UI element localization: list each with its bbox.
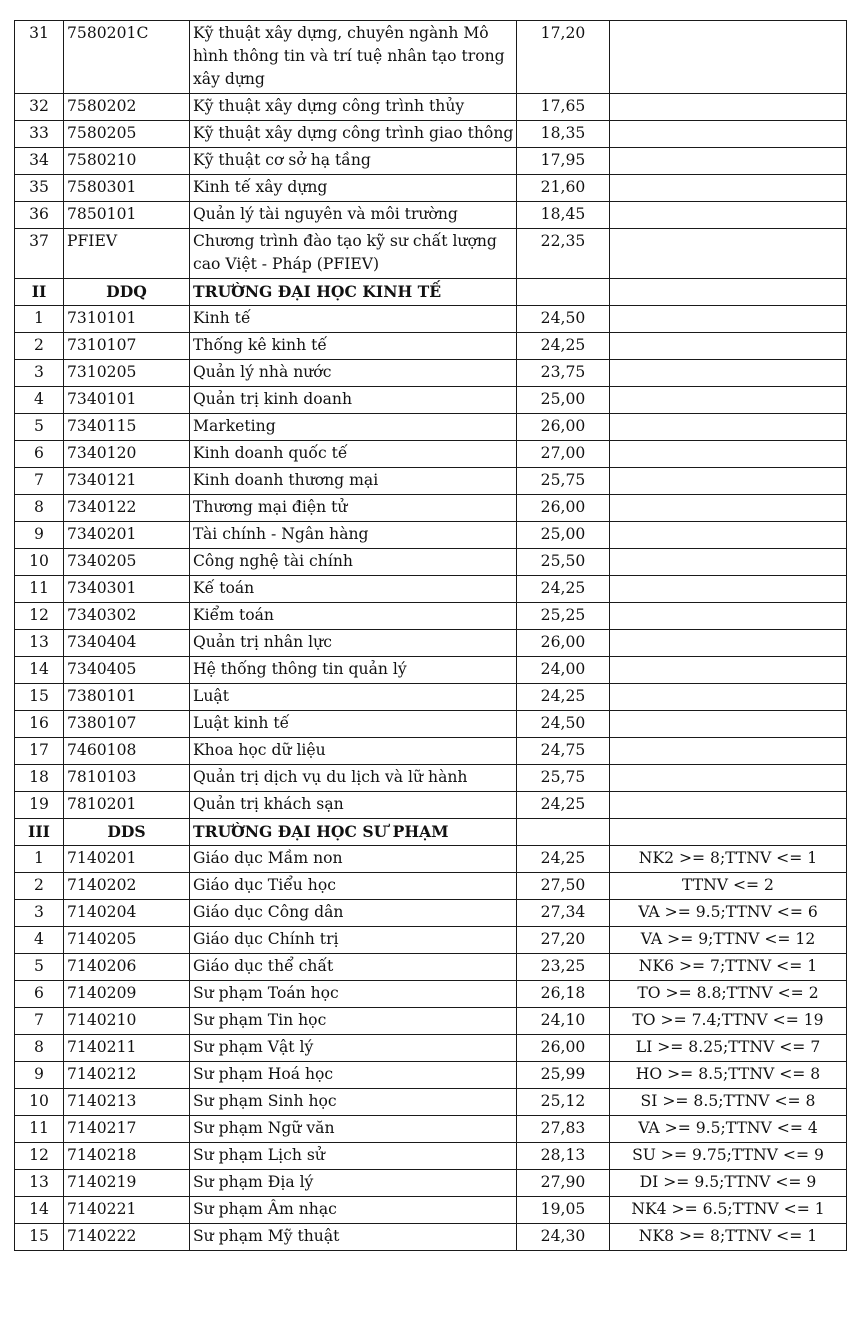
criteria-note-cell: TO >= 7.4;TTNV <= 19 — [610, 1008, 847, 1035]
criteria-note-cell — [610, 333, 847, 360]
cutoff-score-cell: 27,50 — [517, 873, 610, 900]
program-name-cell: Marketing — [190, 414, 517, 441]
cutoff-score-cell: 22,35 — [517, 229, 610, 279]
program-name-cell: Sư phạm Hoá học — [190, 1062, 517, 1089]
table-row — [15, 148, 847, 175]
table-row — [15, 1143, 847, 1170]
criteria-note-cell — [610, 21, 847, 94]
cutoff-score-cell: 19,05 — [517, 1197, 610, 1224]
criteria-note-cell — [610, 765, 847, 792]
row-number-cell: 11 — [15, 1116, 64, 1143]
cutoff-score-cell: 24,75 — [517, 738, 610, 765]
cutoff-score-cell: 24,50 — [517, 306, 610, 333]
table-row — [15, 202, 847, 229]
row-number-cell: 14 — [15, 1197, 64, 1224]
cutoff-score-cell: 27,20 — [517, 927, 610, 954]
cutoff-score-cell: 24,25 — [517, 792, 610, 819]
row-number-cell: 4 — [15, 927, 64, 954]
cutoff-score-cell: 27,00 — [517, 441, 610, 468]
cutoff-score-cell: 23,75 — [517, 360, 610, 387]
row-number-cell: 13 — [15, 1170, 64, 1197]
program-code-cell: 7580301 — [64, 175, 190, 202]
table-row — [15, 121, 847, 148]
program-code-cell: 7140219 — [64, 1170, 190, 1197]
cutoff-score-cell: 24,25 — [517, 846, 610, 873]
program-code-cell: 7340301 — [64, 576, 190, 603]
table-row — [15, 927, 847, 954]
row-number-cell: 15 — [15, 684, 64, 711]
cutoff-score-cell — [517, 819, 610, 846]
table-row — [15, 792, 847, 819]
row-number-cell: 11 — [15, 576, 64, 603]
cutoff-score-cell: 25,25 — [517, 603, 610, 630]
criteria-note-cell — [610, 94, 847, 121]
program-name-cell: Quản trị khách sạn — [190, 792, 517, 819]
table-row — [15, 306, 847, 333]
program-code-cell: 7580202 — [64, 94, 190, 121]
criteria-note-cell — [610, 603, 847, 630]
row-number-cell: 16 — [15, 711, 64, 738]
table-row — [15, 94, 847, 121]
table-row — [15, 549, 847, 576]
program-code-cell: PFIEV — [64, 229, 190, 279]
criteria-note-cell: SI >= 8.5;TTNV <= 8 — [610, 1089, 847, 1116]
program-code-cell: 7810201 — [64, 792, 190, 819]
row-number-cell: 36 — [15, 202, 64, 229]
criteria-note-cell — [610, 441, 847, 468]
program-code-cell: 7140221 — [64, 1197, 190, 1224]
cutoff-score-cell: 24,25 — [517, 684, 610, 711]
table-row — [15, 873, 847, 900]
table-row — [15, 333, 847, 360]
cutoff-score-cell: 24,25 — [517, 333, 610, 360]
program-name-cell: Quản lý nhà nước — [190, 360, 517, 387]
cutoff-score-cell: 24,50 — [517, 711, 610, 738]
row-number-cell: 3 — [15, 900, 64, 927]
criteria-note-cell — [610, 630, 847, 657]
row-number-cell: 12 — [15, 1143, 64, 1170]
cutoff-score-cell: 17,95 — [517, 148, 610, 175]
criteria-note-cell: VA >= 9;TTNV <= 12 — [610, 927, 847, 954]
row-number-cell: 19 — [15, 792, 64, 819]
program-code-cell: 7140204 — [64, 900, 190, 927]
cutoff-score-cell: 27,90 — [517, 1170, 610, 1197]
cutoff-score-cell: 23,25 — [517, 954, 610, 981]
cutoff-score-cell: 25,12 — [517, 1089, 610, 1116]
table-row — [15, 1170, 847, 1197]
program-name-cell: Kỹ thuật xây dựng công trình thủy — [190, 94, 517, 121]
program-name-cell: Hệ thống thông tin quản lý — [190, 657, 517, 684]
table-row — [15, 711, 847, 738]
program-code-cell: 7140202 — [64, 873, 190, 900]
program-name-cell: Khoa học dữ liệu — [190, 738, 517, 765]
criteria-note-cell — [610, 576, 847, 603]
criteria-note-cell — [610, 522, 847, 549]
table-row — [15, 414, 847, 441]
program-code-cell: 7310107 — [64, 333, 190, 360]
criteria-note-cell: VA >= 9.5;TTNV <= 4 — [610, 1116, 847, 1143]
row-number-cell: 37 — [15, 229, 64, 279]
program-code-cell: 7140222 — [64, 1224, 190, 1251]
table-row — [15, 846, 847, 873]
criteria-note-cell: SU >= 9.75;TTNV <= 9 — [610, 1143, 847, 1170]
cutoff-score-cell: 27,34 — [517, 900, 610, 927]
table-row — [15, 603, 847, 630]
table-row — [15, 657, 847, 684]
cutoff-score-cell: 25,50 — [517, 549, 610, 576]
program-name-cell: Sư phạm Tin học — [190, 1008, 517, 1035]
program-code-cell: 7140213 — [64, 1089, 190, 1116]
table-row — [15, 387, 847, 414]
table-row — [15, 1008, 847, 1035]
criteria-note-cell — [610, 657, 847, 684]
criteria-note-cell — [610, 738, 847, 765]
row-number-cell: 34 — [15, 148, 64, 175]
admission-score-table — [14, 20, 847, 1251]
program-name-cell: Quản trị nhân lực — [190, 630, 517, 657]
table-row — [15, 21, 847, 94]
cutoff-score-cell: 18,35 — [517, 121, 610, 148]
program-name-cell: Kinh tế xây dựng — [190, 175, 517, 202]
program-code-cell: 7380101 — [64, 684, 190, 711]
table-body — [15, 21, 847, 1251]
criteria-note-cell — [610, 148, 847, 175]
program-code-cell: 7340121 — [64, 468, 190, 495]
table-row — [15, 360, 847, 387]
program-name-cell: TRƯỜNG ĐẠI HỌC SƯ PHẠM — [190, 819, 517, 846]
criteria-note-cell: NK6 >= 7;TTNV <= 1 — [610, 954, 847, 981]
table-row — [15, 468, 847, 495]
program-name-cell: Sư phạm Sinh học — [190, 1089, 517, 1116]
row-number-cell: 3 — [15, 360, 64, 387]
program-code-cell: 7580205 — [64, 121, 190, 148]
criteria-note-cell — [610, 468, 847, 495]
criteria-note-cell — [610, 684, 847, 711]
program-name-cell: Sư phạm Lịch sử — [190, 1143, 517, 1170]
table-row — [15, 738, 847, 765]
row-number-cell: 8 — [15, 1035, 64, 1062]
cutoff-score-cell: 24,30 — [517, 1224, 610, 1251]
program-code-cell: 7140217 — [64, 1116, 190, 1143]
row-number-cell: 4 — [15, 387, 64, 414]
program-code-cell: 7340205 — [64, 549, 190, 576]
program-name-cell: Luật kinh tế — [190, 711, 517, 738]
cutoff-score-cell: 26,00 — [517, 1035, 610, 1062]
criteria-note-cell — [610, 229, 847, 279]
criteria-note-cell — [610, 792, 847, 819]
program-name-cell: Quản trị kinh doanh — [190, 387, 517, 414]
cutoff-score-cell: 25,00 — [517, 387, 610, 414]
program-code-cell: 7140218 — [64, 1143, 190, 1170]
row-number-cell: 33 — [15, 121, 64, 148]
cutoff-score-cell: 25,00 — [517, 522, 610, 549]
program-code-cell: 7810103 — [64, 765, 190, 792]
program-name-cell: Kỹ thuật cơ sở hạ tầng — [190, 148, 517, 175]
cutoff-score-cell: 17,65 — [517, 94, 610, 121]
program-code-cell: DDQ — [64, 279, 190, 306]
criteria-note-cell — [610, 121, 847, 148]
criteria-note-cell — [610, 360, 847, 387]
program-name-cell: Thống kê kinh tế — [190, 333, 517, 360]
row-number-cell: 18 — [15, 765, 64, 792]
program-name-cell: Giáo dục Chính trị — [190, 927, 517, 954]
row-number-cell: 1 — [15, 846, 64, 873]
program-name-cell: Thương mại điện tử — [190, 495, 517, 522]
criteria-note-cell — [610, 175, 847, 202]
program-code-cell: 7580210 — [64, 148, 190, 175]
row-number-cell: 15 — [15, 1224, 64, 1251]
table-row — [15, 175, 847, 202]
program-code-cell: 7460108 — [64, 738, 190, 765]
criteria-note-cell: NK2 >= 8;TTNV <= 1 — [610, 846, 847, 873]
criteria-note-cell — [610, 387, 847, 414]
criteria-note-cell: HO >= 8.5;TTNV <= 8 — [610, 1062, 847, 1089]
program-code-cell: 7340302 — [64, 603, 190, 630]
table-row — [15, 441, 847, 468]
row-number-cell: 1 — [15, 306, 64, 333]
cutoff-score-cell: 28,13 — [517, 1143, 610, 1170]
row-number-cell: 14 — [15, 657, 64, 684]
program-name-cell: Giáo dục Tiểu học — [190, 873, 517, 900]
criteria-note-cell — [610, 819, 847, 846]
row-number-cell: 13 — [15, 630, 64, 657]
criteria-note-cell — [610, 306, 847, 333]
row-number-cell: 7 — [15, 468, 64, 495]
program-name-cell: TRƯỜNG ĐẠI HỌC KINH TẾ — [190, 279, 517, 306]
cutoff-score-cell: 26,00 — [517, 630, 610, 657]
row-number-cell: 6 — [15, 441, 64, 468]
program-code-cell: 7140212 — [64, 1062, 190, 1089]
program-code-cell: 7340101 — [64, 387, 190, 414]
row-number-cell: 32 — [15, 94, 64, 121]
cutoff-score-cell: 17,20 — [517, 21, 610, 94]
cutoff-score-cell: 26,18 — [517, 981, 610, 1008]
table-row — [15, 1089, 847, 1116]
row-number-cell: 8 — [15, 495, 64, 522]
row-number-cell: 17 — [15, 738, 64, 765]
table-row — [15, 1116, 847, 1143]
row-number-cell: 31 — [15, 21, 64, 94]
program-code-cell: 7340120 — [64, 441, 190, 468]
criteria-note-cell — [610, 414, 847, 441]
row-number-cell: 7 — [15, 1008, 64, 1035]
program-name-cell: Kế toán — [190, 576, 517, 603]
section-header-row — [15, 279, 847, 306]
table-row — [15, 765, 847, 792]
program-name-cell: Sư phạm Âm nhạc — [190, 1197, 517, 1224]
program-code-cell: 7140209 — [64, 981, 190, 1008]
table-row — [15, 495, 847, 522]
cutoff-score-cell: 26,00 — [517, 495, 610, 522]
row-number-cell: 5 — [15, 954, 64, 981]
program-name-cell: Kiểm toán — [190, 603, 517, 630]
table-row — [15, 900, 847, 927]
criteria-note-cell — [610, 549, 847, 576]
program-code-cell: 7140210 — [64, 1008, 190, 1035]
program-code-cell: 7580201C — [64, 21, 190, 94]
cutoff-score-cell: 18,45 — [517, 202, 610, 229]
program-code-cell: 7850101 — [64, 202, 190, 229]
program-name-cell: Sư phạm Vật lý — [190, 1035, 517, 1062]
table-row — [15, 1197, 847, 1224]
program-name-cell: Giáo dục thể chất — [190, 954, 517, 981]
program-name-cell: Sư phạm Địa lý — [190, 1170, 517, 1197]
row-number-cell: 12 — [15, 603, 64, 630]
program-name-cell: Quản lý tài nguyên và môi trường — [190, 202, 517, 229]
program-name-cell: Giáo dục Công dân — [190, 900, 517, 927]
cutoff-score-cell: 24,10 — [517, 1008, 610, 1035]
criteria-note-cell: LI >= 8.25;TTNV <= 7 — [610, 1035, 847, 1062]
table-row — [15, 1224, 847, 1251]
program-code-cell: 7140205 — [64, 927, 190, 954]
criteria-note-cell: NK8 >= 8;TTNV <= 1 — [610, 1224, 847, 1251]
cutoff-score-cell: 21,60 — [517, 175, 610, 202]
program-name-cell: Kinh doanh thương mại — [190, 468, 517, 495]
criteria-note-cell — [610, 711, 847, 738]
program-name-cell: Tài chính - Ngân hàng — [190, 522, 517, 549]
program-name-cell: Quản trị dịch vụ du lịch và lữ hành — [190, 765, 517, 792]
row-number-cell: 9 — [15, 1062, 64, 1089]
table-row — [15, 1062, 847, 1089]
cutoff-score-cell: 24,25 — [517, 576, 610, 603]
cutoff-score-cell: 25,99 — [517, 1062, 610, 1089]
row-number-cell: 10 — [15, 1089, 64, 1116]
cutoff-score-cell: 25,75 — [517, 765, 610, 792]
table-row — [15, 229, 847, 279]
section-header-row — [15, 819, 847, 846]
criteria-note-cell — [610, 495, 847, 522]
program-code-cell: 7310205 — [64, 360, 190, 387]
row-number-cell: 2 — [15, 873, 64, 900]
program-code-cell: 7140206 — [64, 954, 190, 981]
row-number-cell: 35 — [15, 175, 64, 202]
cutoff-score-cell: 25,75 — [517, 468, 610, 495]
program-name-cell: Công nghệ tài chính — [190, 549, 517, 576]
table-row — [15, 684, 847, 711]
row-number-cell: 9 — [15, 522, 64, 549]
program-code-cell: 7310101 — [64, 306, 190, 333]
program-name-cell: Sư phạm Toán học — [190, 981, 517, 1008]
row-number-cell: 10 — [15, 549, 64, 576]
program-code-cell: 7340122 — [64, 495, 190, 522]
program-code-cell: 7340115 — [64, 414, 190, 441]
program-name-cell: Kỹ thuật xây dựng công trình giao thông — [190, 121, 517, 148]
program-name-cell: Chương trình đào tạo kỹ sư chất lượng cao Việt - Pháp (PFIEV) — [190, 229, 517, 279]
program-name-cell: Giáo dục Mầm non — [190, 846, 517, 873]
program-name-cell: Kỹ thuật xây dựng, chuyên ngành Mô hình thông tin và trí tuệ nhân tạo trong xây dựng — [190, 21, 517, 94]
program-code-cell: 7140211 — [64, 1035, 190, 1062]
program-code-cell: DDS — [64, 819, 190, 846]
cutoff-score-cell: 26,00 — [517, 414, 610, 441]
criteria-note-cell — [610, 202, 847, 229]
table-row — [15, 522, 847, 549]
program-name-cell: Kinh tế — [190, 306, 517, 333]
criteria-note-cell: VA >= 9.5;TTNV <= 6 — [610, 900, 847, 927]
program-name-cell: Sư phạm Ngữ văn — [190, 1116, 517, 1143]
row-number-cell: III — [15, 819, 64, 846]
table-row — [15, 981, 847, 1008]
program-name-cell: Luật — [190, 684, 517, 711]
criteria-note-cell: DI >= 9.5;TTNV <= 9 — [610, 1170, 847, 1197]
program-code-cell: 7140201 — [64, 846, 190, 873]
program-code-cell: 7340201 — [64, 522, 190, 549]
row-number-cell: 6 — [15, 981, 64, 1008]
program-code-cell: 7340404 — [64, 630, 190, 657]
table-row — [15, 576, 847, 603]
criteria-note-cell: NK4 >= 6.5;TTNV <= 1 — [610, 1197, 847, 1224]
program-code-cell: 7380107 — [64, 711, 190, 738]
program-name-cell: Sư phạm Mỹ thuật — [190, 1224, 517, 1251]
cutoff-score-cell: 24,00 — [517, 657, 610, 684]
program-name-cell: Kinh doanh quốc tế — [190, 441, 517, 468]
criteria-note-cell: TO >= 8.8;TTNV <= 2 — [610, 981, 847, 1008]
row-number-cell: 2 — [15, 333, 64, 360]
table-row — [15, 1035, 847, 1062]
table-row — [15, 954, 847, 981]
row-number-cell: 5 — [15, 414, 64, 441]
criteria-note-cell: TTNV <= 2 — [610, 873, 847, 900]
cutoff-score-cell: 27,83 — [517, 1116, 610, 1143]
criteria-note-cell — [610, 279, 847, 306]
cutoff-score-cell — [517, 279, 610, 306]
program-code-cell: 7340405 — [64, 657, 190, 684]
row-number-cell: II — [15, 279, 64, 306]
table-row — [15, 630, 847, 657]
